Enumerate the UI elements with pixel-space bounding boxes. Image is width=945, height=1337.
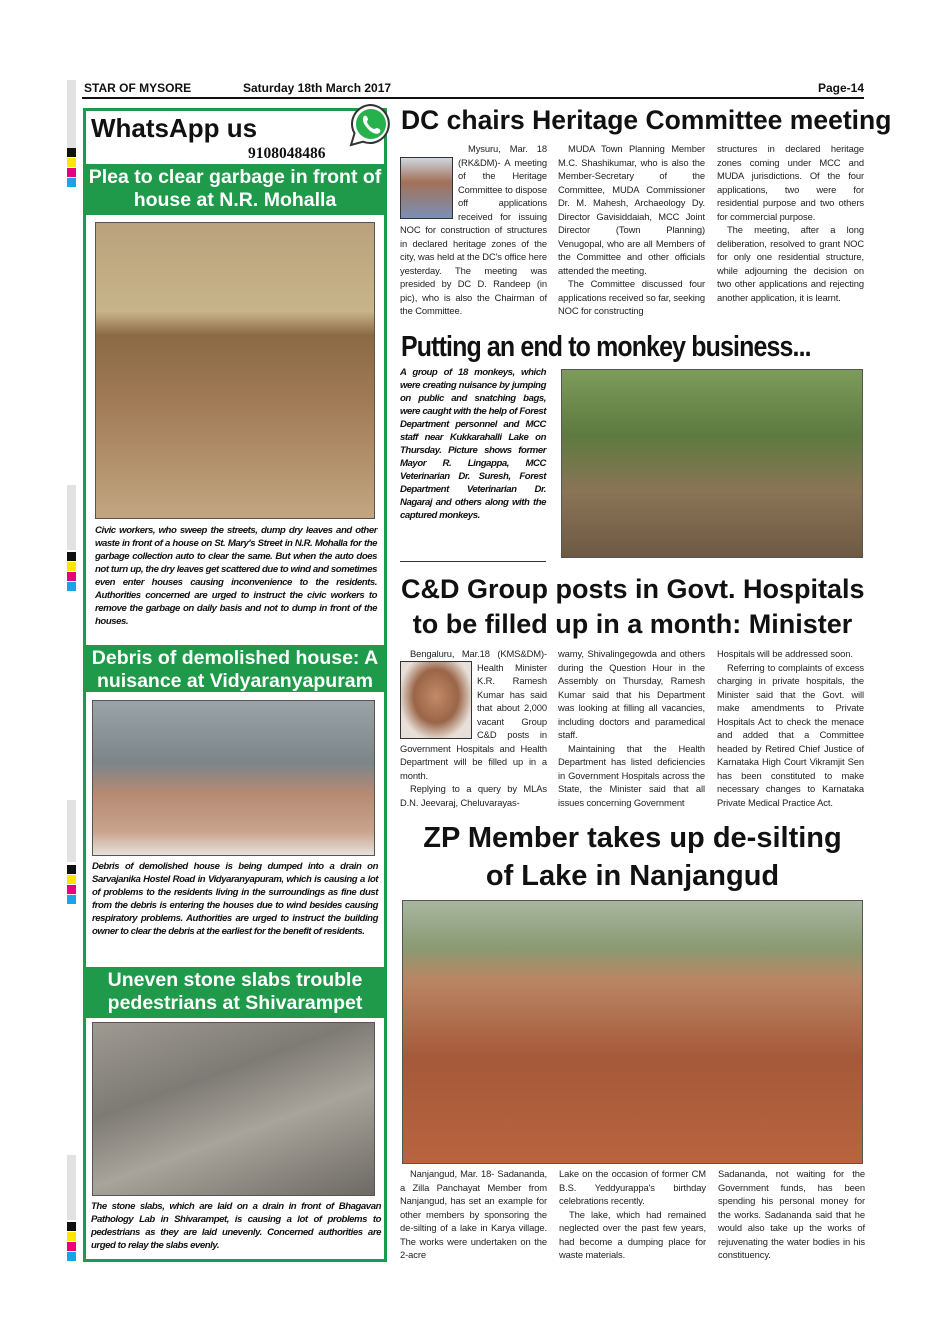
photo-caption: Debris of demolished house is being dumped into a drain on Sarvajanika Hostel Road in Vidyaranyapuram, which is causing a lot of problems to the residents living in the surroundings as fine dust from the debris is entering the houses due to wind besides causing respiratory problems. Authorities are urged to instruct the building owner to clear the debris at the earliest for the benefit of residents. <box>92 861 378 937</box>
registration-mark <box>67 168 76 177</box>
article-column <box>559 1167 706 1262</box>
registration-mark <box>67 572 76 581</box>
margin-strip <box>67 80 76 150</box>
registration-mark <box>67 885 76 894</box>
registration-mark <box>67 1222 76 1231</box>
photo-caption: The stone slabs, which are laid on a drain in front of Bhagavan Pathology Lab in Shivarampet, is causing a lot of problems to pedestrians as they are laid unevenly. Concerned authorities are urged to relay the slabs evenly. <box>91 1201 381 1251</box>
article-text: Nanjangud, Mar. 18- Sadananda, a Zilla Panchayat Member from Nanjangud, has set an example for other members by sponsoring the de-silting of a lake in Karya village. The works were undertaken on the 2-acre <box>400 1168 547 1260</box>
headline: DC chairs Heritage Committee meeting <box>401 105 892 135</box>
article-text: Bengaluru, Mar.18 (KMS&DM)- Health Minister K.R. Ramesh Kumar has said that about 2,000 vacant Group C&D posts in Government Hospitals and Health Department will be filled up in a month. <box>400 648 547 781</box>
whatsapp-title: WhatsApp us <box>91 113 258 143</box>
headline: ZP Member takes up de-silting <box>423 822 842 854</box>
registration-mark <box>67 552 76 561</box>
article-text: Maintaining that the Health Department has listed deficiencies in Government Hospitals across the State, the Minister said that all issues concerning Government <box>558 742 705 808</box>
registration-mark <box>67 158 76 167</box>
registration-mark <box>67 865 76 874</box>
article-column <box>558 647 705 809</box>
paper-name: STAR OF MYSORE <box>84 81 192 95</box>
story-heading: Plea to clear garbage in front of house at N.R. Mohalla <box>83 164 387 215</box>
whatsapp-number: 9108048486 <box>248 145 326 162</box>
article-text: Referring to complaints of excess charging in private hospitals, the Minister said that the Govt. will make amendments to Private Hospitals Act to check the menace and added that a Committee headed by Retired Chief Justice of Karnataka High Court Vikramjit Sen has been constituted to make necessary changes to Karnataka Private Medical Practice Act. <box>717 661 864 808</box>
article-text: The Committee discussed four applications received so far, seeking NOC for constructing <box>558 278 705 316</box>
article-column <box>717 142 864 304</box>
photo-caption: A group of 18 monkeys, which were creating nuisance by jumping on public and snatching bags, were caught with the help of Forest Department personnel and MCC staff near Kukkarahalli Lake on Thursday. Picture shows former Mayor R. Lingappa, MCC Veterinarian Dr. Suresh, Forest Department Veterinarian Dr. Nagaraj and others along with the captured monkeys. <box>400 367 546 521</box>
article-text: Mysuru, Mar. 18 (RK&DM)- A meeting of the Heritage Committee to dispose off applications received for issuing NOC for construction of structures in declared heritage zones of the city, was held at the DC's office here yesterday. The meeting was presided by DC D. Randeep (in pic), who is also the Chairman of the Committee. <box>400 143 547 316</box>
article-column <box>400 1167 547 1262</box>
story-heading: Debris of demolished house: A nuisance at Vidyaranyapuram <box>83 645 387 692</box>
registration-mark <box>67 1232 76 1241</box>
article-column <box>717 647 864 809</box>
debris-photo <box>92 700 375 856</box>
whatsapp-icon <box>348 102 394 148</box>
registration-mark <box>67 562 76 571</box>
article-text: Lake on the occasion of former CM B.S. Yeddyurappa's birthday celebrations recently. <box>559 1168 706 1206</box>
registration-mark <box>67 178 76 187</box>
registration-mark <box>67 895 76 904</box>
article-text: MUDA Town Planning Member M.C. Shashikumar, who is also the Member-Secretary of the Committee, MUDA Commissioner Dr. M. Mahesh, Archaeology Dy. Director Gavisiddaiah, MCC Joint Director (Town Planning) Venugopal, who are all Members of the Committee and other officials attended the meeting. <box>558 143 705 276</box>
lake-desilting-photo <box>402 900 863 1164</box>
issue-date: Saturday 18th March 2017 <box>243 81 392 95</box>
article-column <box>400 647 547 809</box>
headline: to be filled up in a month: Minister <box>412 609 853 639</box>
article-column <box>400 142 547 318</box>
randeep-photo <box>400 157 453 219</box>
article-text: structures in declared heritage zones coming under MCC and MUDA jurisdictions. Of the four applications, two were for residential purpose and two others for commercial purpose. <box>717 143 864 222</box>
registration-mark <box>67 1252 76 1261</box>
stone-slabs-photo <box>92 1022 375 1196</box>
article-text: The meeting, after a long deliberation, resolved to grant NOC for only one residential structure, while adjourning the decision on two other applications and rejecting another application, it is learnt. <box>717 224 864 303</box>
article-text: The lake, which had remained neglected over the past few years, had become a dumping place for waste materials. <box>559 1208 706 1260</box>
article-text: Replying to a query by MLAs D.N. Jeevaraj, Cheluvarayas- <box>400 783 547 808</box>
article-text: Hospitals will be addressed soon. <box>717 648 853 659</box>
headline: C&D Group posts in Govt. Hospitals <box>401 574 865 604</box>
article-column <box>558 142 705 318</box>
article-text: Sadananda, not waiting for the Government funds, has been spending his personal money for the works. Sadananda said that he would also take up the works of rejuvenating the water bodies in his constituency. <box>718 1168 865 1260</box>
registration-mark <box>67 148 76 157</box>
divider <box>400 561 546 562</box>
story-heading: Uneven stone slabs trouble pedestrians at Shivarampet <box>83 967 387 1018</box>
article-column <box>718 1167 865 1262</box>
registration-mark <box>67 582 76 591</box>
monkeys-photo <box>561 369 863 558</box>
margin-strip <box>67 485 76 550</box>
headline: of Lake in Nanjangud <box>485 860 780 892</box>
headline: Putting an end to monkey business... <box>401 331 811 363</box>
registration-mark <box>67 875 76 884</box>
page-number: Page-14 <box>817 81 864 95</box>
minister-photo <box>400 661 472 739</box>
photo-caption: Civic workers, who sweep the streets, dump dry leaves and other waste in front of a house on St. Mary's Street in N.R. Mohalla for the garbage collection auto to clear the same. But when the auto does not turn up, the dry leaves get scattered due to wind and sometimes even enter houses causing inconvenience to the residents. Authorities concerned are urged to instruct the civic workers to remove the garbage on daily basis and not to dump in front of the houses. <box>95 525 377 627</box>
article-text: wamy, Shivalingegowda and others during the Question Hour in the Assembly on Thursday, Ramesh Kumar said that his Department was looking at filling all vacancies, including doctors and paramedical staff. <box>558 648 705 740</box>
margin-strip <box>67 1155 76 1220</box>
registration-mark <box>67 1242 76 1251</box>
header-rule <box>82 97 864 99</box>
garbage-photo <box>95 222 375 519</box>
margin-strip <box>67 800 76 862</box>
